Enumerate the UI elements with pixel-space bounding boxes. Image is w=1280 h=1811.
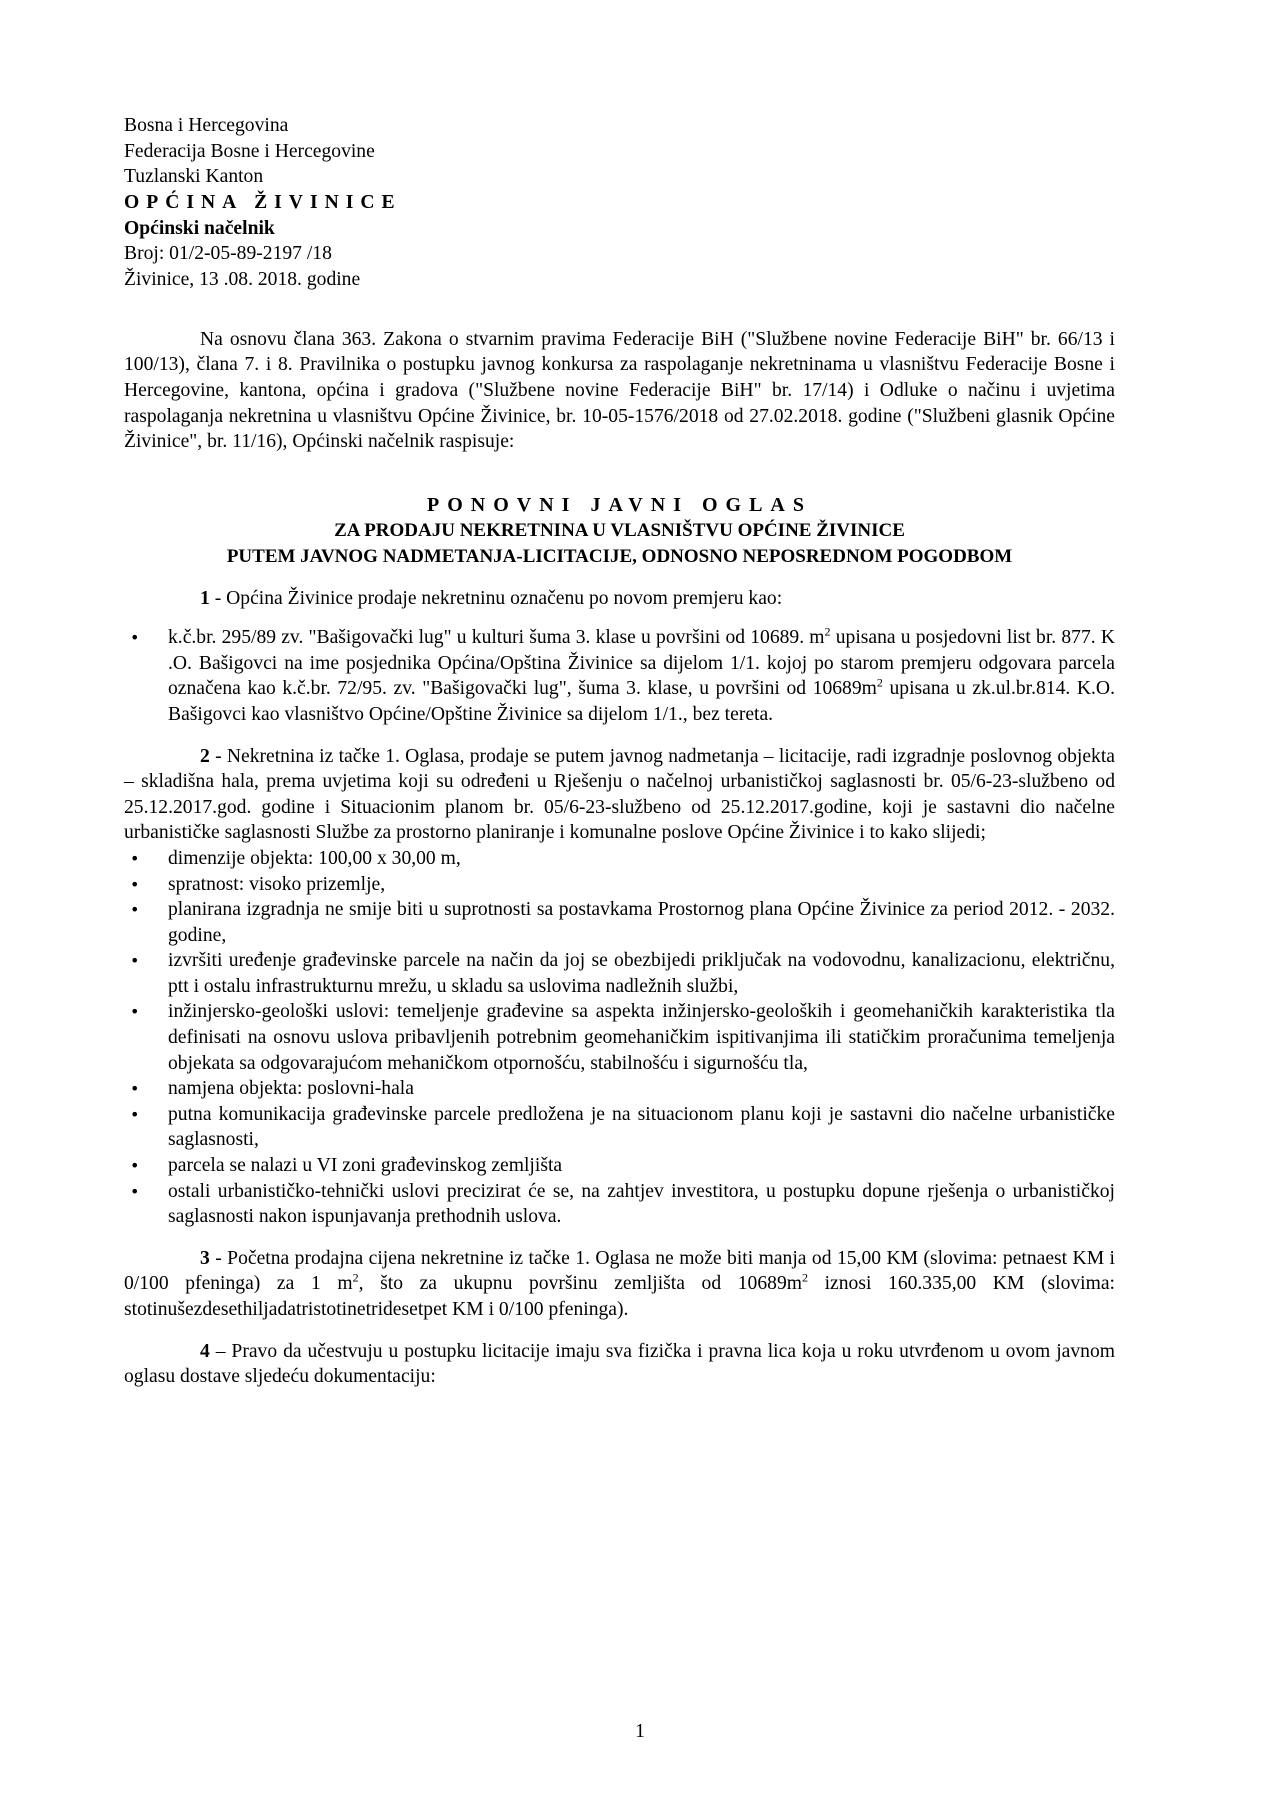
page-number: 1 (635, 1721, 645, 1742)
section-2-text: - Nekretnina iz tačke 1. Oglasa, prodaje se putem javnog nadmetanja – licitacije, radi izgradnje poslovnog objekta – skladišna hala, prema uvjetima koji su određeni u Rješenju o načelnoj urbanističkoj saglasnosti br. 05/6-23-službeno od 25.12.2017.god. godine i Situacionim planom br. 05/6-23-službeno od 25.12.2017.godine, koji je sastavni dio načelne urbanističke saglasnosti Službe za prostorno planiranje i komunalne poslove Općine Živinice i to kako slijedi; (124, 745, 1115, 844)
section-3-text-c: iznosi 160.335,00 KM (slovima: stotinušezdesethiljadatristotinetridesetpet KM i 0/100 pfeninga). (124, 1273, 1116, 1320)
title-line-3: PUTEM JAVNOG NADMETANJA-LICITACIJE, ODNOSNO NEPOSREDNOM POGODBOM (226, 545, 1013, 567)
condition-item: • izvršiti uređenje građevinske parcele na način da joj se obezbijedi priključak na vodovodnu, kanalizacionu, električnu, ptt i ostalu infrastrukturnu mrežu, u skladu sa uslovima nadležnih službi, (124, 948, 1115, 999)
superscript: 2 (824, 624, 831, 639)
section-1-text: - Općina Živinice prodaje nekretninu označenu po novom premjeru kao: (209, 587, 783, 609)
condition-item: • dimenzije objekta: 100,00 x 30,00 m, (124, 846, 1115, 872)
property-text-a: k.č.br. 295/89 zv. "Bašigovački lug" u kulturi šuma 3. klase u površini od 10689. m (168, 627, 825, 649)
property-text-b: upisana u posjedovni list br. 877. K .O. Bašigovci na ime posjednika Općina/Opština Živinice sa dijelom 1/1. kojoj po starom premjeru odgovara parcela označena kao k.č.br. 72/95. zv. "Bašigovački lug", šuma 3. klase, u površini od 10689m (168, 627, 1116, 700)
document-page (124, 113, 1115, 1390)
document-date: Živinice, 13 .08. 2018. godine (124, 269, 361, 291)
section-3 (124, 1246, 1115, 1323)
property-text-c: upisana u zk.ul.br.814. K.O. Bašigovci kao vlasništvo Općine/Opštine Živinice sa dijelom 1/1., bez tereta. (168, 678, 1115, 725)
letterhead (124, 113, 1115, 293)
condition-item: • inžinjersko-geološki uslovi: temeljenje građevine sa aspekta inžinjersko-geoloških i geomehaničkih karakteristika tla definisati na osnovu uslova pribavljenih potrebnim geomehaničkim ispitivanjima ili statičkim proračunima temeljenja objekata sa odgovarajućom mehaničkom otpornošću, stabilnošću i sigurnošću tla, (124, 999, 1115, 1076)
section-1-number: 1 (200, 587, 210, 609)
section-3-text-a: - Početna prodajna cijena nekretnine iz tačke 1. Oglasa ne može biti manja od 15,00 KM (slovima: petnaest KM i 0/100 pfeninga) za 1 m (124, 1247, 1115, 1295)
section-1 (124, 586, 1115, 612)
section-3-text-b: , što za ukupnu površinu zemljišta od 10689m (358, 1273, 802, 1295)
section-2-number: 2 (200, 745, 210, 767)
condition-item: • parcela se nalazi u VI zoni građevinskog zemljišta (124, 1153, 1115, 1179)
condition-item: • planirana izgradnja ne smije biti u suprotnosti sa postavkama Prostornog plana Općine Živinice za period 2012. - 2032. godine, (124, 897, 1115, 948)
conditions-list (124, 846, 1115, 1230)
federation-line: Federacija Bosne i Hercegovine (124, 140, 375, 162)
country-line: Bosna i Hercegovina (124, 115, 289, 136)
condition-item: • namjena objekta: poslovni-hala (124, 1076, 1115, 1102)
superscript: 2 (876, 675, 883, 690)
superscript: 2 (801, 1270, 808, 1285)
document-number: Broj: 01/2-05-89-2197 /18 (124, 243, 332, 265)
title-line-1: PONOVNI JAVNI OGLAS (427, 493, 812, 516)
condition-item: • spratnost: visoko prizemlje, (124, 872, 1115, 898)
condition-item: • ostali urbanističko-tehnički uslovi precizirat će se, na zahtjev investitora, u postupku dopune rješenja o urbanističkoj saglasnosti nakon ispunjavanja prethodnih uslova. (124, 1179, 1115, 1230)
office-name: Općinski načelnik (124, 217, 275, 239)
announcement-title (124, 493, 1115, 570)
section-4-number: 4 (200, 1340, 210, 1362)
section-4 (124, 1339, 1115, 1390)
superscript: 2 (352, 1270, 359, 1285)
condition-item: • putna komunikacija građevinske parcele predložena je na situacionom planu koji je sastavni dio načelne urbanističke saglasnosti, (124, 1102, 1115, 1153)
canton-line: Tuzlanski Kanton (124, 166, 264, 188)
municipality-name: OPĆINA ŽIVINICE (124, 192, 402, 214)
property-item (124, 625, 1115, 727)
section-4-text: – Pravo da učestvuju u postupku licitacije imaju sva fizička i pravna lica koja u roku utvrđenom u ovom javnom oglasu dostave sljedeću dokumentaciju: (124, 1340, 1115, 1388)
property-list (124, 625, 1115, 727)
intro-paragraph: Na osnovu člana 363. Zakona o stvarnim pravima Federacije BiH ("Službene novine Federacije BiH" br. 66/13 i 100/13), člana 7. i 8. Pravilnika o postupku javnog konkursa za raspolaganje nekretninama u vlasništvu Federacije Bosne i Hercegovine, kantona, općina i gradova ("Službene novine Federacije BiH" br. 17/14) i Odluke o načinu i uvjetima raspolaganja nekretnina u vlasništvu Općine Živinice, br. 10-05-1576/2018 od 27.02.2018. godine ("Službeni glasnik Općine Živinice", br. 11/16), Općinski načelnik raspisuje: (124, 328, 1115, 453)
title-line-2: ZA PRODAJU NEKRETNINA U VLASNIŠTVU OPĆINE ŽIVINICE (334, 520, 905, 542)
section-3-number: 3 (200, 1247, 210, 1269)
section-2 (124, 744, 1115, 846)
